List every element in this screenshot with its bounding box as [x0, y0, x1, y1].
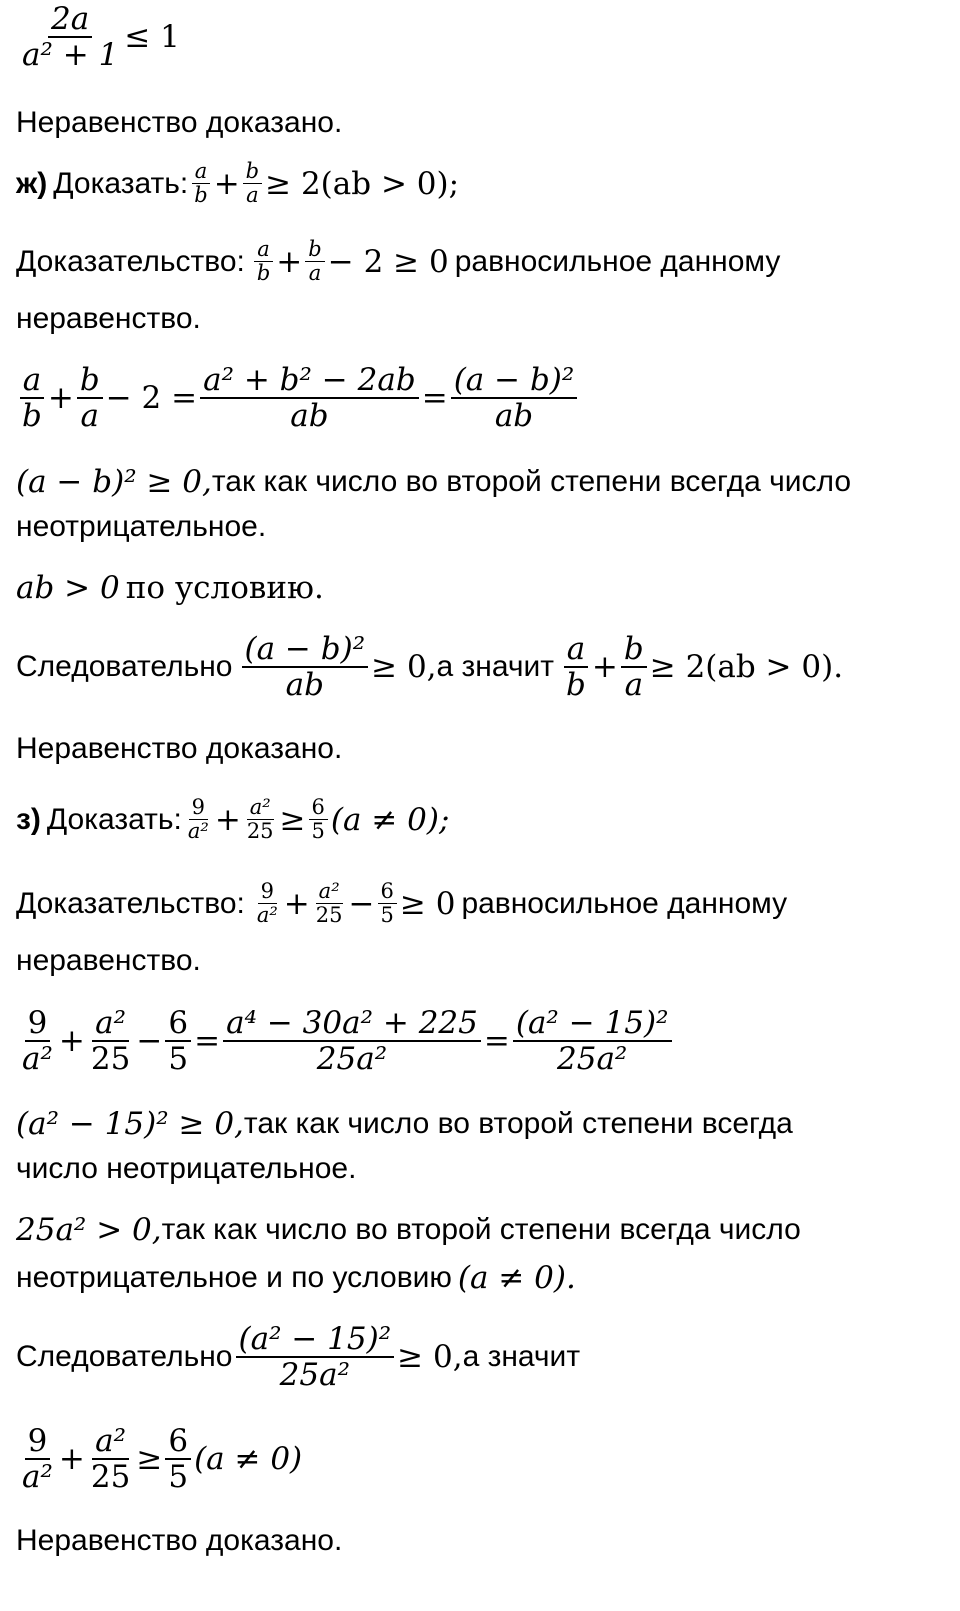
fraction — [451, 363, 578, 433]
math-text: (a ≠ 0); — [330, 801, 450, 838]
task-label: ж) — [16, 166, 48, 200]
proof-complete-text — [16, 1524, 342, 1558]
denominator: b — [256, 261, 271, 286]
text: неравенство. — [16, 302, 201, 335]
fraction — [309, 796, 328, 843]
task-label: з) — [16, 802, 41, 836]
fraction — [19, 363, 45, 433]
text-line — [16, 464, 851, 500]
numerator: a⁴ − 30a² + 225 — [223, 1006, 481, 1042]
operator: ≥ — [136, 1441, 163, 1478]
operator: = — [483, 1023, 510, 1060]
numerator: a — [192, 160, 211, 184]
denominator: a² — [22, 1459, 53, 1496]
equation-transform — [16, 1006, 675, 1076]
numerator: (a − b)² — [242, 632, 369, 668]
fraction — [305, 238, 324, 285]
math-text: (a − b)² ≥ 0, — [16, 464, 212, 500]
text-line — [16, 510, 266, 544]
denominator: 5 — [168, 1041, 189, 1078]
numerator: 6 — [309, 796, 328, 820]
denominator: 25 — [315, 903, 343, 928]
denominator: 25a² — [316, 1041, 388, 1078]
denominator: a² — [187, 819, 209, 844]
denominator: 25 — [246, 819, 274, 844]
fraction — [254, 238, 273, 285]
text: число неотрицательное. — [16, 1152, 357, 1185]
numerator: 9 — [25, 1006, 51, 1042]
operator: − — [348, 885, 375, 922]
numerator: 6 — [378, 880, 397, 904]
task-z-statement — [16, 796, 449, 843]
equation-transform — [16, 363, 580, 433]
numerator: a² — [92, 1424, 129, 1460]
numerator: a² — [316, 880, 343, 904]
text-line — [16, 1106, 793, 1142]
text: так как число во второй степени всегда число — [161, 1213, 801, 1246]
numerator: a — [564, 632, 588, 668]
fraction — [88, 1006, 133, 1076]
text: Доказать: — [46, 802, 182, 836]
operator: + — [58, 1441, 85, 1478]
fraction — [185, 796, 212, 843]
operator: = — [194, 1023, 221, 1060]
text: неотрицательное и по условию — [16, 1261, 452, 1294]
text: Доказательство: — [16, 244, 245, 278]
fraction — [244, 796, 277, 843]
fraction — [236, 1322, 395, 1392]
numerator: a² — [247, 796, 274, 820]
denominator: a — [308, 261, 322, 286]
denominator: 25a² — [279, 1357, 350, 1394]
denominator: b — [22, 398, 42, 435]
denominator: 25a² — [557, 1041, 628, 1078]
fraction — [19, 2, 121, 72]
relation: ≤ 1 — [124, 19, 180, 56]
text: а значит — [462, 1340, 581, 1374]
math-text: ≥ 0, — [397, 1339, 463, 1376]
operator: + — [47, 380, 74, 417]
text: так как число во второй степени всегда число — [211, 465, 852, 498]
fraction — [200, 363, 419, 433]
text-line — [16, 1212, 801, 1248]
final-inequality — [16, 1424, 302, 1494]
fraction — [242, 632, 369, 702]
numerator: 6 — [165, 1006, 191, 1042]
denominator: 5 — [311, 819, 325, 844]
numerator: a² + b² − 2ab — [200, 363, 419, 399]
fraction — [165, 1424, 191, 1494]
math-text: ≥ 2(ab > 0). — [649, 649, 844, 686]
operator: + — [591, 649, 618, 686]
text: по условию. — [125, 570, 324, 606]
math-text: ≥ 2(ab > 0); — [265, 165, 460, 202]
math-text: ≥ 0, — [371, 649, 437, 686]
proof-complete-text — [16, 106, 342, 140]
math-text: (a² − 15)² ≥ 0, — [16, 1106, 244, 1142]
fraction — [621, 632, 647, 702]
numerator: 9 — [189, 796, 208, 820]
operator: − — [136, 1023, 163, 1060]
fraction — [313, 880, 346, 927]
text-line — [16, 1152, 356, 1186]
numerator: a² — [92, 1006, 129, 1042]
math-text: (a ≠ 0) — [194, 1441, 303, 1478]
denominator: ab — [290, 398, 329, 435]
fraction — [19, 1006, 56, 1076]
numerator: (a² − 15)² — [236, 1322, 395, 1358]
numerator: 2a — [48, 2, 92, 38]
numerator: b — [243, 160, 262, 184]
numerator: 6 — [165, 1424, 191, 1460]
operator: + — [214, 801, 241, 838]
denominator: 5 — [380, 903, 394, 928]
fraction — [254, 880, 281, 927]
operator: + — [283, 885, 310, 922]
text: а значит — [436, 650, 555, 684]
fraction — [165, 1006, 191, 1076]
fraction — [223, 1006, 481, 1076]
math-text: 25a² > 0, — [16, 1212, 162, 1248]
denominator: a — [246, 183, 259, 208]
fraction — [378, 880, 397, 927]
math-text: (a ≠ 0). — [457, 1260, 576, 1296]
numerator: 9 — [258, 880, 277, 904]
fraction — [19, 1424, 56, 1494]
text: Неравенство доказано. — [16, 1524, 343, 1557]
denominator: b — [194, 183, 208, 208]
proof-statement — [16, 238, 780, 285]
conclusion-inequality — [16, 2, 180, 72]
numerator: a — [254, 238, 273, 262]
numerator: a — [20, 363, 44, 399]
text: Следовательно — [16, 1340, 233, 1374]
fraction — [77, 363, 103, 433]
fraction — [243, 160, 262, 207]
numerator: (a − b)² — [451, 363, 578, 399]
math-text: ab > 0 — [16, 570, 120, 606]
fraction — [563, 632, 589, 702]
math-text: − 2 = — [105, 380, 198, 417]
text: Доказательство: — [16, 886, 245, 920]
denominator: 25 — [90, 1459, 131, 1496]
text: Неравенство доказано. — [16, 106, 343, 139]
math-text: − 2 ≥ 0 — [327, 243, 449, 280]
text-line — [16, 944, 201, 978]
denominator: ab — [285, 667, 324, 704]
math-text: ≥ 0 — [399, 885, 456, 922]
operator: + — [213, 165, 240, 202]
numerator: b — [621, 632, 647, 668]
numerator: b — [77, 363, 103, 399]
text-line — [16, 570, 324, 606]
text: так как число во второй степени всегда — [243, 1107, 793, 1140]
text-line — [16, 302, 201, 336]
text-line — [16, 1260, 576, 1296]
operator: + — [58, 1023, 85, 1060]
fraction — [88, 1424, 133, 1494]
fraction — [191, 160, 210, 207]
text: Неравенство доказано. — [16, 732, 343, 765]
proof-complete-text — [16, 732, 342, 766]
conclusion-line — [16, 1322, 580, 1392]
numerator: (a² − 15)² — [513, 1006, 672, 1042]
denominator: a — [80, 398, 100, 435]
proof-statement — [16, 880, 787, 927]
operator: = — [421, 380, 448, 417]
denominator: a² — [256, 903, 278, 928]
text: Следовательно — [16, 650, 233, 684]
denominator: 25 — [90, 1041, 131, 1078]
fraction — [513, 1006, 672, 1076]
denominator: b — [566, 667, 586, 704]
task-zh-statement — [16, 160, 459, 207]
denominator: a² + 1 — [22, 37, 119, 74]
numerator: b — [305, 238, 324, 262]
denominator: a — [624, 667, 644, 704]
text: неотрицательное. — [16, 510, 267, 543]
text: равносильное данному — [454, 244, 781, 278]
denominator: 5 — [168, 1459, 189, 1496]
text: неравенство. — [16, 944, 201, 977]
conclusion-line — [16, 632, 843, 702]
operator: ≥ — [279, 801, 306, 838]
numerator: 9 — [25, 1424, 51, 1460]
text: Доказать: — [53, 166, 189, 200]
denominator: ab — [494, 398, 534, 435]
text: равносильное данному — [461, 886, 788, 920]
denominator: a² — [22, 1041, 53, 1078]
operator: + — [276, 243, 303, 280]
